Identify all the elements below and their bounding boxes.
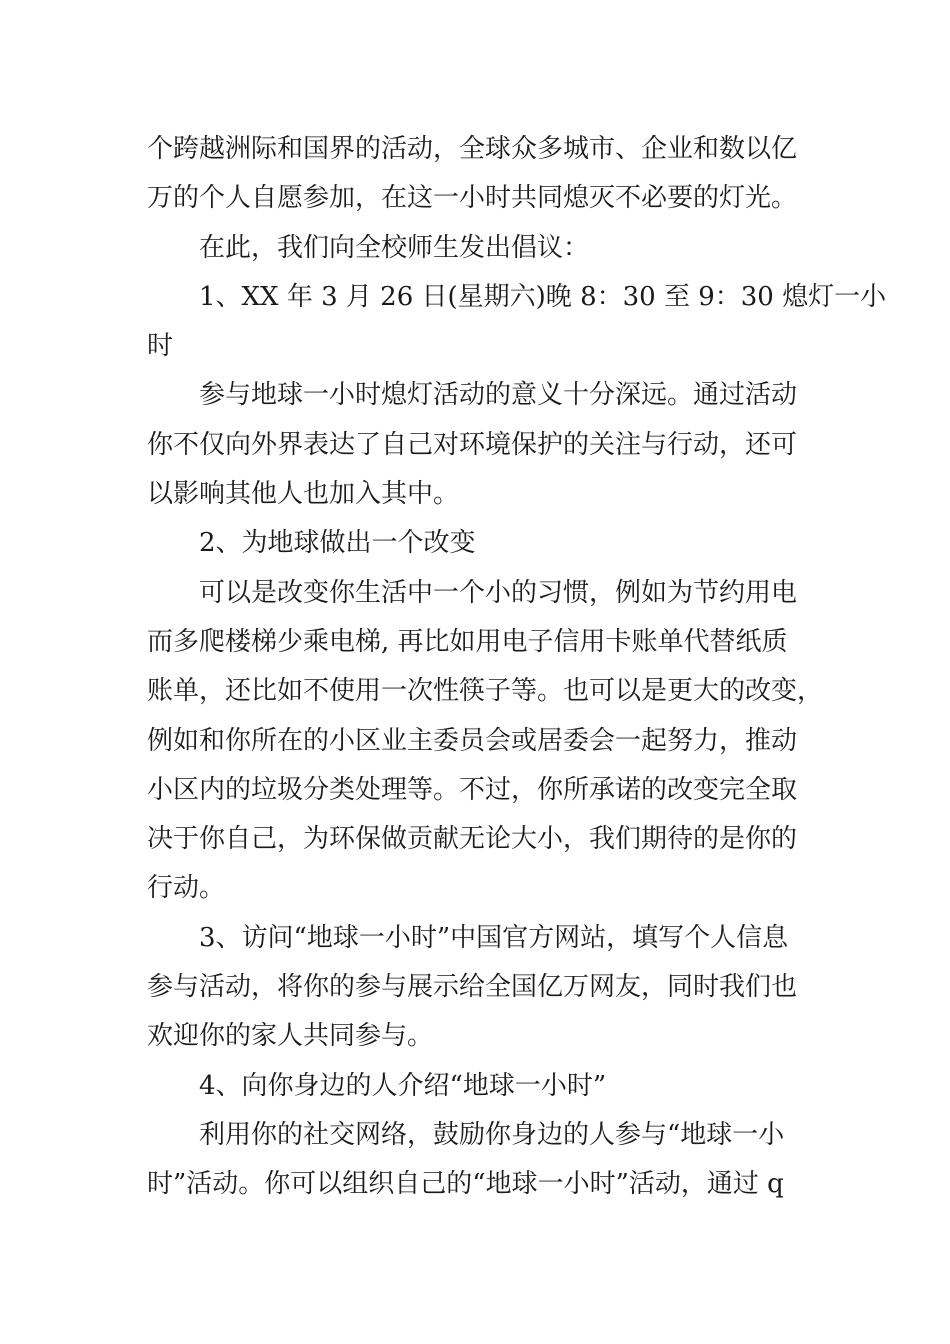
text-line: 2、为地球做出一个改变 (199, 528, 476, 559)
text-line: 利用你的社交网络，鼓励你身边的人参与“地球一小 (199, 1119, 785, 1150)
paragraph-intro-continued (147, 125, 807, 224)
paragraph-item-2-heading (147, 519, 807, 568)
text-line: 决于你自己，为环保做贡献无论大小，我们期待的是你的 (147, 824, 798, 855)
text-line: 参与地球一小时熄灯活动的意义十分深远。通过活动 (199, 380, 798, 411)
paragraph-item-4-heading (147, 1062, 807, 1111)
text-line: 在此，我们向全校师生发出倡议： (199, 232, 590, 263)
text-line: 时 (147, 331, 174, 362)
paragraph-item-4-body (147, 1111, 807, 1210)
text-line: 参与活动，将你的参与展示给全国亿万网友，同时我们也 (147, 972, 798, 1003)
text-line: 你不仅向外界表达了自己对环境保护的关注与行动，还可 (147, 429, 798, 460)
text-line: 万的个人自愿参加，在这一小时共同熄灭不必要的灯光。 (147, 183, 798, 214)
paragraph-item-2-body (147, 569, 824, 914)
paragraph-item-1-heading (147, 273, 887, 372)
text-line: 3、访问“地球一小时”中国官方网站，填写个人信息 (199, 922, 789, 953)
text-line: 个跨越洲际和国界的活动，全球众多城市、企业和数以亿 (147, 134, 798, 164)
text-line: 例如和你所在的小区业主委员会或居委会一起努力，推动 (147, 725, 798, 756)
text-line: 小区内的垃圾分类处理等。不过，你所承诺的改变完全取 (147, 774, 798, 805)
text-line: 可以是改变你生活中一个小的习惯，例如为节约用电 (199, 577, 798, 608)
text-line: 4、向你身边的人介绍“地球一小时” (199, 1070, 607, 1101)
text-line: 而多爬楼梯少乘电梯, 再比如用电子信用卡账单代替纸质 (147, 626, 788, 657)
paragraph-item-1-body (147, 371, 807, 519)
text-line: 时”活动。你可以组织自己的“地球一小时”活动，通过 q (147, 1169, 784, 1200)
paragraph-item-3 (147, 914, 807, 1062)
document-body (147, 125, 887, 1210)
text-line: 1、XX 年 3 月 26 日(星期六)晚 8：30 至 9：30 熄灯一小 (199, 281, 887, 312)
text-line: 账单，还比如不使用一次性筷子等。也可以是更大的改变， (147, 676, 824, 707)
text-line: 欢迎你的家人共同参与。 (147, 1021, 434, 1052)
paragraph-proposal-lead (147, 224, 807, 273)
text-line: 以影响其他人也加入其中。 (147, 479, 460, 510)
text-line: 行动。 (147, 873, 226, 904)
